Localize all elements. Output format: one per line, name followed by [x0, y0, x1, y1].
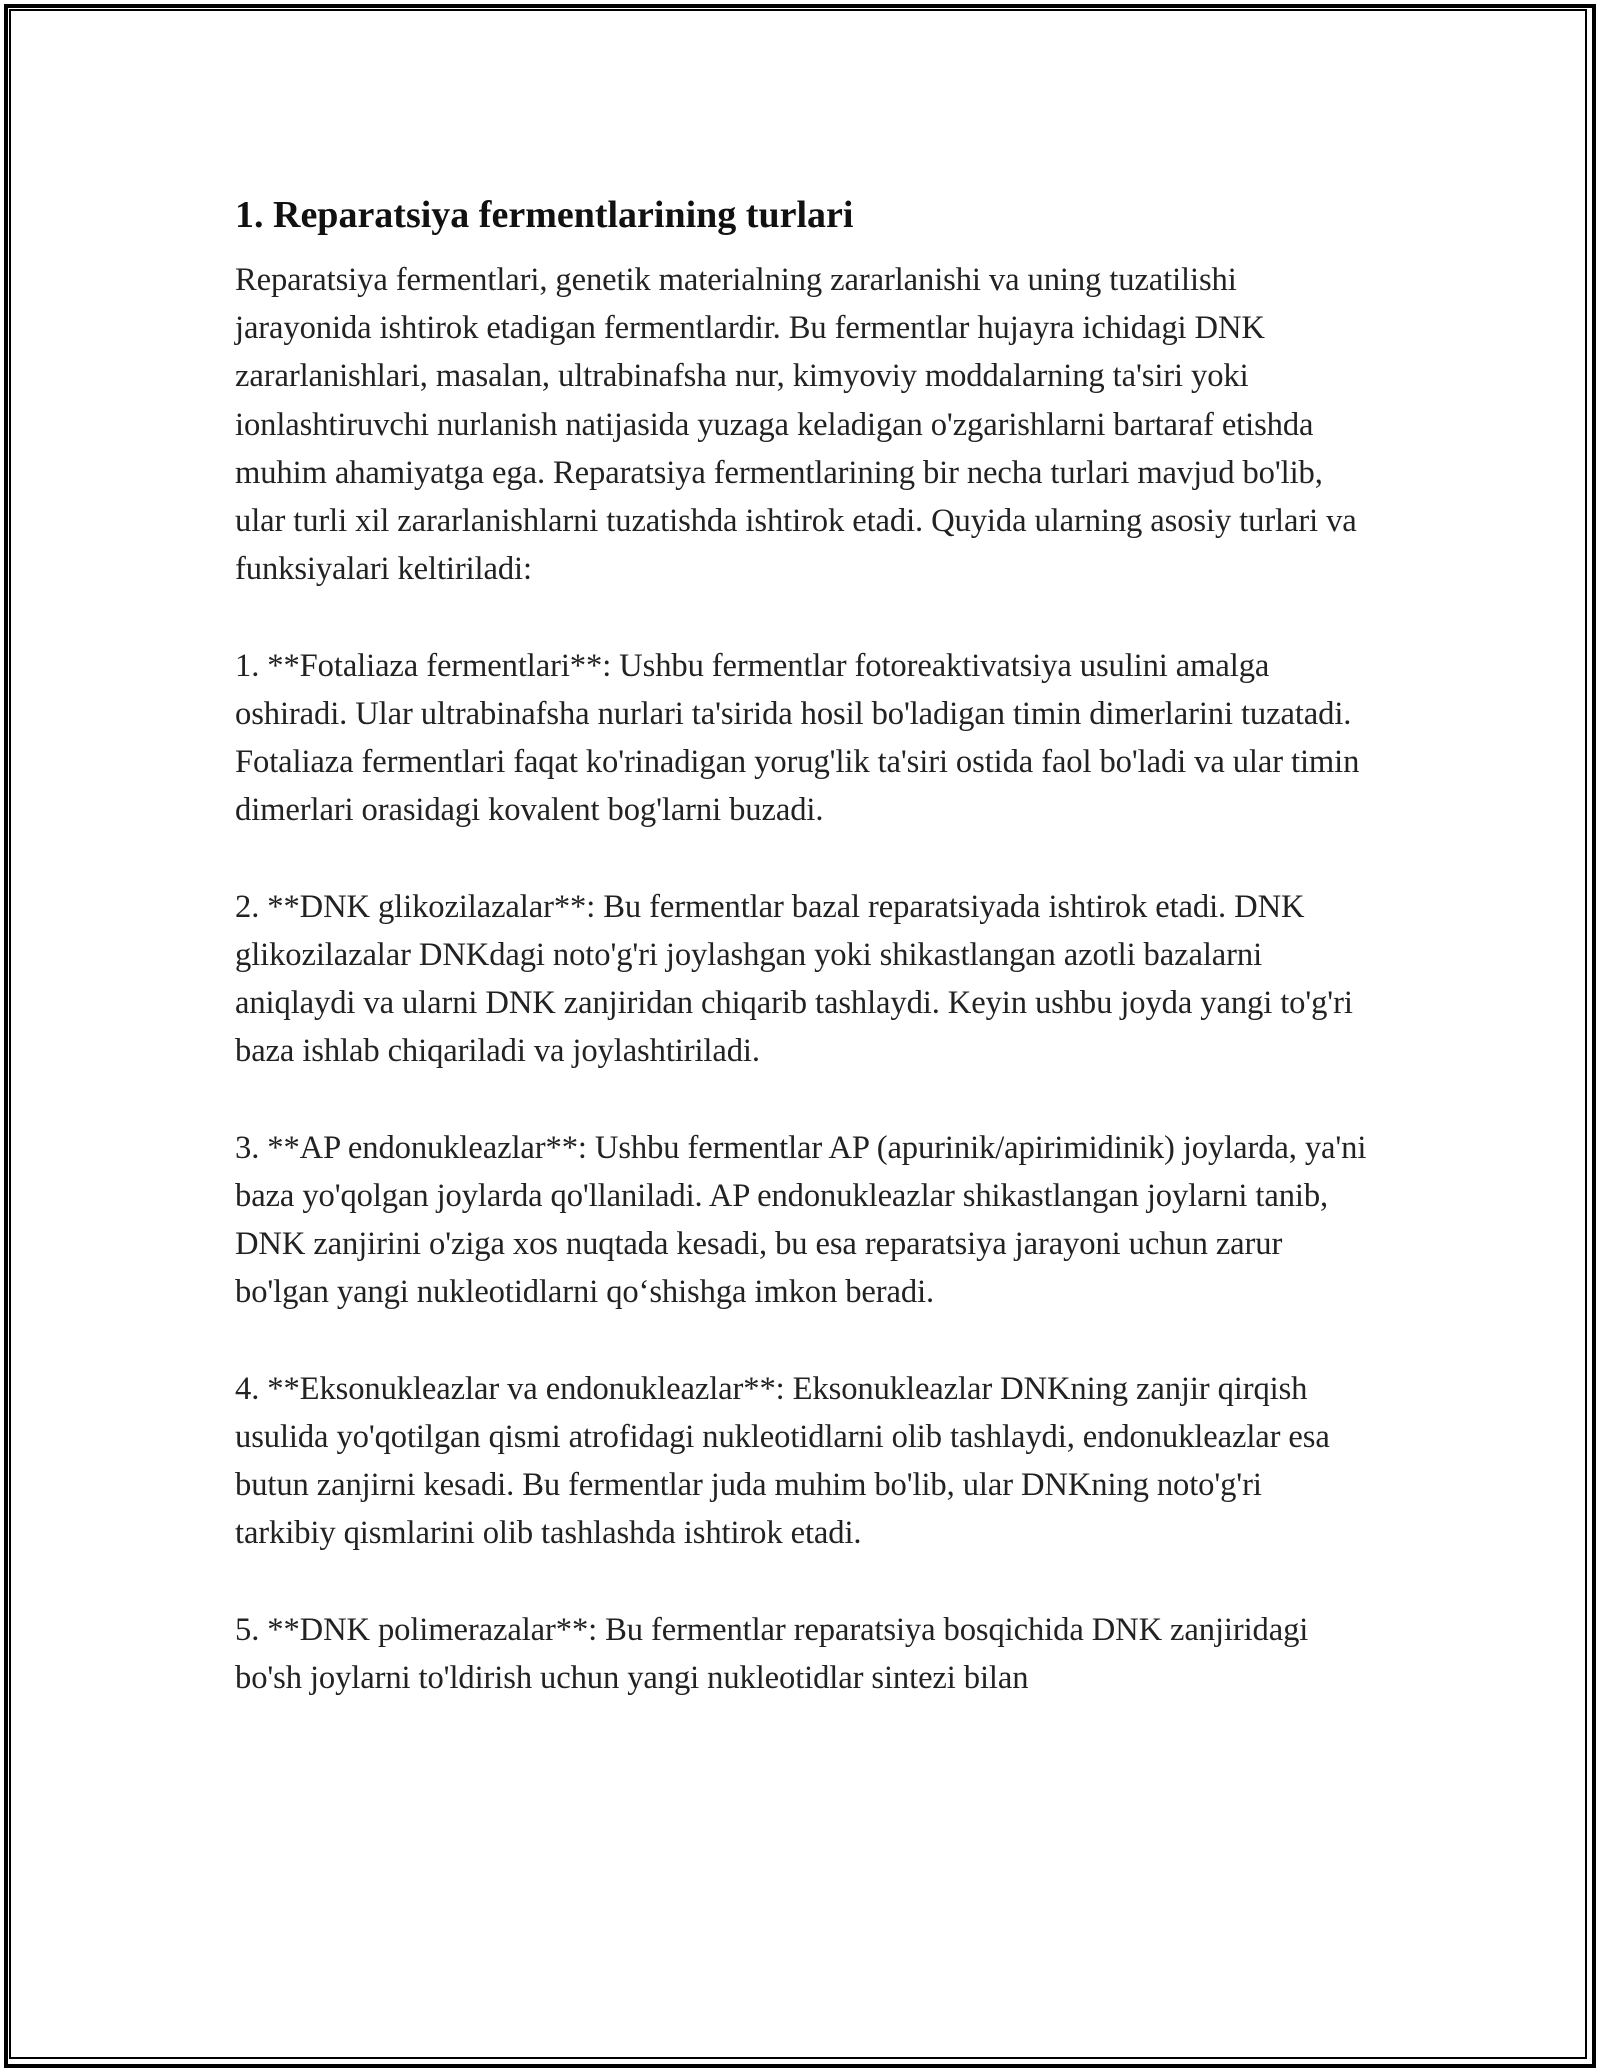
document-body [235, 184, 1370, 1750]
list-item-ap-endonukleazlar: 3. **AP endonukleazlar**: Ushbu fermentlar AP (apurinik/apirimidinik) joylarda, ya'ni baza yo'qolgan joylarda qo'llaniladi. AP endonukleazlar shikastlangan joylarni tanib, DNK zanjirini o'ziga xos nuqtada kesadi, bu esa reparatsiya jarayoni uchun zarur bo'lgan yangi nukleotidlarni qo‘shishga imkon beradi. [235, 1129, 1367, 1311]
list-item-dnk-polimerazalar: 5. **DNK polimerazalar**: Bu fermentlar reparatsiya bosqichida DNK zanjiridagi bo'sh joylarni to'ldirish uchun yangi nukleotidlar sintezi bilan [235, 1611, 1309, 1696]
section-heading: 1. Reparatsiya fermentlarining turlari [235, 194, 854, 236]
list-item-dnk-glikozilazalar: 2. **DNK glikozilazalar**: Bu fermentlar bazal reparatsiyada ishtirok etadi. DNK glikozilazalar DNKdagi noto'g'ri joylashgan yoki shikastlangan azotli bazalarni aniqlaydi va ularni DNK zanjiridan chiqarib tashlaydi. Keyin ushbu joyda yangi to'g'ri baza ishlab chiqariladi va joylashtiriladi. [235, 888, 1353, 1070]
intro-paragraph: Reparatsiya fermentlari, genetik materialning zararlanishi va uning tuzatilishi jarayonida ishtirok etadigan fermentlardir. Bu fermentlar hujayra ichidagi DNK zararlanishlari, masalan, ultrabinafsha nur, kimyoviy moddalarning ta'siri yoki ionlashtiruvchi nurlanish natijasida yuzaga keladigan o'zgarishlarni bartaraf etishda muhim ahamiyatga ega. Reparatsiya fermentlarining bir necha turlari mavjud bo'lib, ular turli xil zararlanishlarni tuzatishda ishtirok etadi. Quyida ularning asosiy turlari va funksiyalari keltiriladi: [235, 262, 1357, 588]
list-item-eksonukleazlar: 4. **Eksonukleazlar va endonukleazlar**: Eksonukleazlar DNKning zanjir qirqish usulida yo'qotilgan qismi atrofidagi nukleotidlarni olib tashlaydi, endonukleazlar esa butun zanjirni kesadi. Bu fermentlar juda muhim bo'lib, ular DNKning noto'g'ri tarkibiy qismlarini olib tashlashda ishtirok etadi. [235, 1370, 1330, 1552]
list-item-fotaliaza: 1. **Fotaliaza fermentlari**: Ushbu fermentlar fotoreaktivatsiya usulini amalga oshiradi. Ular ultrabinafsha nurlari ta'sirida hosil bo'ladigan timin dimerlarini tuzatadi. Fotaliaza fermentlari faqat ko'rinadigan yorug'lik ta'siri ostida faol bo'ladi va ular timin dimerlari orasidagi kovalent bog'larni buzadi. [235, 647, 1360, 829]
